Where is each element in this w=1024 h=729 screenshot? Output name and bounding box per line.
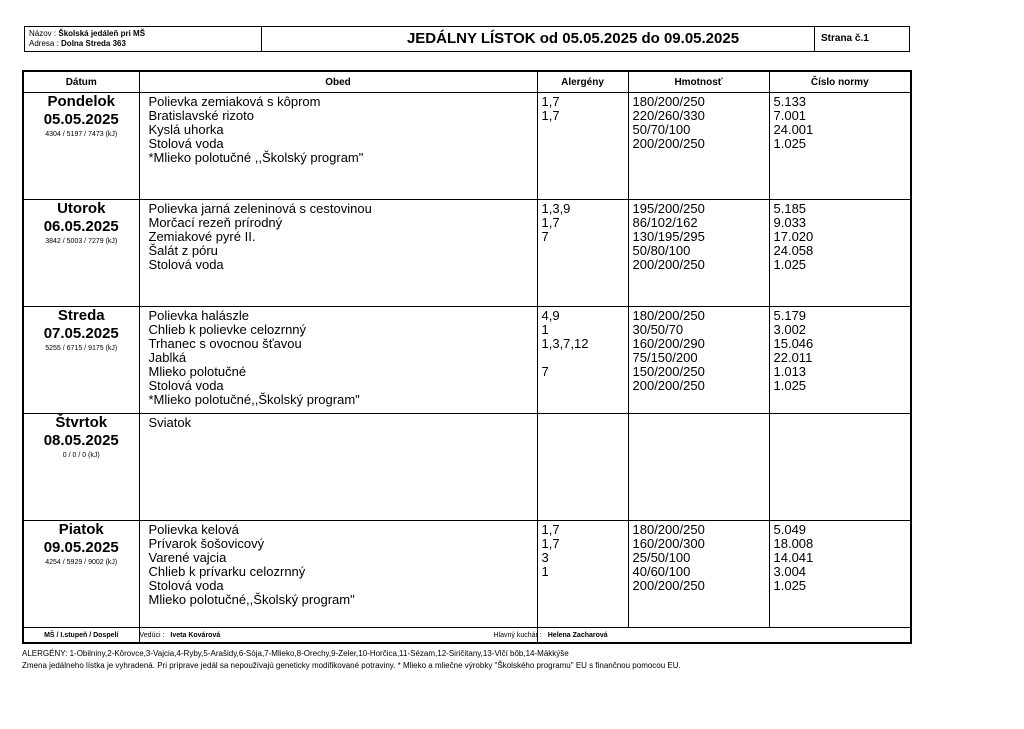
allergen-value: 1,7 xyxy=(541,522,560,537)
meal-item: Chlieb k polievke celozrnný xyxy=(148,322,307,337)
weight-value: 50/80/100 xyxy=(632,243,691,258)
chef-name: Helena Zacharová xyxy=(547,631,608,639)
menu-title: JEDÁLNY LÍSTOK od 05.05.2025 do 09.05.2025 xyxy=(262,27,815,51)
day-row xyxy=(23,200,911,307)
norm-list xyxy=(770,93,911,165)
day-date-cell xyxy=(23,200,139,307)
norm-list-cell xyxy=(769,93,911,200)
norm-value: 5.049 xyxy=(773,522,807,537)
allergen-list xyxy=(538,521,628,607)
allergen-value xyxy=(542,258,628,272)
day-kj: 4304 / 5197 / 7473 (kJ) xyxy=(45,131,118,138)
norm-value: 1.025 xyxy=(773,257,807,272)
norm-value: 1.025 xyxy=(773,578,807,593)
canteen-address-label: Adresa : xyxy=(29,39,59,48)
meal-list xyxy=(140,414,537,430)
canteen-name-line xyxy=(29,29,257,39)
norm-value xyxy=(774,151,911,165)
canteen-address-line xyxy=(29,39,257,49)
meal-item: *Mlieko polotučné ,,Školský program" xyxy=(148,150,364,165)
allergen-value xyxy=(542,151,628,165)
norm-value xyxy=(774,393,911,407)
allergen-list xyxy=(538,200,628,272)
norm-list xyxy=(770,200,911,272)
day-kj: 3842 / 5003 / 7279 (kJ) xyxy=(45,238,118,245)
weight-list xyxy=(629,521,769,607)
allergen-value xyxy=(542,244,628,258)
norm-value: 3.002 xyxy=(773,322,807,337)
day-name: Piatok xyxy=(58,521,104,538)
meal-list-cell xyxy=(139,307,537,414)
column-header-norm: Číslo normy xyxy=(769,71,911,93)
allergen-list-cell xyxy=(537,93,628,200)
meal-list xyxy=(140,200,537,272)
allergen-list xyxy=(538,93,628,165)
norm-value: 18.008 xyxy=(773,536,814,551)
weight-list-cell xyxy=(628,414,769,521)
weight-value: 50/70/100 xyxy=(632,122,691,137)
norm-list xyxy=(770,414,911,416)
notes xyxy=(22,648,681,672)
day-row xyxy=(23,93,911,200)
weight-value: 130/195/295 xyxy=(632,229,705,244)
norm-value: 1.025 xyxy=(773,136,807,151)
allergen-list-cell xyxy=(537,414,628,521)
norm-value: 7.001 xyxy=(773,108,807,123)
manager-cell xyxy=(139,628,537,644)
disclaimer: Zmena jedálneho lístka je vyhradená. Pri príprave jedál sa nepoužívajú geneticky modifikované potraviny. * Mlieko a mliečne výrobky "Školského programu" EU s finančnou pomocou EU. xyxy=(22,661,681,670)
weight-value xyxy=(633,593,769,607)
day-name: Štvrtok xyxy=(55,414,108,431)
norm-value: 24.058 xyxy=(773,243,814,258)
weight-list xyxy=(629,414,769,416)
weight-value xyxy=(633,393,769,407)
allergen-value: 1,3,9 xyxy=(541,201,571,216)
meal-item: Morčací rezeň prírodný xyxy=(148,215,283,230)
day-name: Pondelok xyxy=(47,93,115,110)
day-row xyxy=(23,307,911,414)
meal-item: Mlieko polotučné,,Školský program" xyxy=(148,592,355,607)
allergen-list xyxy=(538,307,628,407)
weight-value: 75/150/200 xyxy=(632,350,698,365)
day-date-cell xyxy=(23,414,139,521)
meal-item: Kyslá uhorka xyxy=(148,122,224,137)
weight-value: 86/102/162 xyxy=(632,215,698,230)
allergen-value: 1,7 xyxy=(541,94,560,109)
chef-cell xyxy=(493,628,911,644)
norm-value: 5.185 xyxy=(773,201,807,216)
portion-groups: MŠ / I.stupeň / Dospelí xyxy=(23,628,139,644)
allergen-legend: ALERGÉNY: 1-Obilniny,2-Kôrovce,3-Vajcia,4-Ryby,5-Arašidy,6-Sója,7-Mlieko,8-Orechy,9-Zeler,10-Horčica,11-Sézam,12-Siričitany,13-Vlčí bôb,14-Mäkkýše xyxy=(22,649,569,658)
day-date: 09.05.2025 xyxy=(43,539,119,556)
day-kj: 5255 / 6715 / 9175 (kJ) xyxy=(45,345,118,352)
column-header-weight: Hmotnosť xyxy=(628,71,769,93)
weight-list-cell xyxy=(628,521,769,628)
allergen-value xyxy=(542,393,628,407)
weight-value: 200/200/250 xyxy=(632,257,705,272)
weight-value: 40/60/100 xyxy=(632,564,691,579)
day-row xyxy=(23,521,911,628)
column-header-allergens: Alergény xyxy=(537,71,628,93)
menu-table-body xyxy=(23,93,911,644)
meal-item: Trhanec s ovocnou šťavou xyxy=(148,336,302,351)
allergen-value: 1,3,7,12 xyxy=(541,336,589,351)
allergen-value xyxy=(542,137,628,151)
norm-list xyxy=(770,307,911,407)
meal-item: Stolová voda xyxy=(148,378,224,393)
allergen-value: 1,7 xyxy=(541,108,560,123)
meal-list xyxy=(140,93,537,165)
meal-item: Zemiakové pyré II. xyxy=(148,229,256,244)
allergen-value: 1 xyxy=(541,322,549,337)
meal-item: Stolová voda xyxy=(148,257,224,272)
canteen-name: Školská jedáleň pri MŠ xyxy=(58,29,146,38)
meal-item: *Mlieko polotučné,,Školský program" xyxy=(148,392,360,407)
meal-item: Varené vajcia xyxy=(148,550,227,565)
norm-list-cell xyxy=(769,307,911,414)
day-kj: 4254 / 5929 / 9002 (kJ) xyxy=(45,559,118,566)
norm-list-cell xyxy=(769,200,911,307)
document-header xyxy=(24,26,910,52)
menu-table-header xyxy=(23,71,911,93)
day-date-cell xyxy=(23,521,139,628)
weight-list xyxy=(629,200,769,272)
day-date-cell xyxy=(23,93,139,200)
weight-value: 195/200/250 xyxy=(632,201,705,216)
meal-list-cell xyxy=(139,200,537,307)
page-number: Strana č.1 xyxy=(821,33,869,44)
weight-list-cell xyxy=(628,307,769,414)
weight-value: 150/200/250 xyxy=(632,364,705,379)
weight-value: 200/200/250 xyxy=(632,578,705,593)
meal-list-cell xyxy=(139,93,537,200)
norm-value: 14.041 xyxy=(773,550,814,565)
day-date: 06.05.2025 xyxy=(43,218,119,235)
column-header-meal: Obed xyxy=(139,71,537,93)
day-kj: 0 / 0 / 0 (kJ) xyxy=(62,452,100,459)
weight-list-cell xyxy=(628,200,769,307)
weight-value xyxy=(633,151,769,165)
weight-value: 220/260/330 xyxy=(632,108,705,123)
norm-value xyxy=(774,593,911,607)
weight-list-cell xyxy=(628,93,769,200)
norm-value: 1.025 xyxy=(773,378,807,393)
norm-list-cell xyxy=(769,414,911,521)
meal-list-cell xyxy=(139,521,537,628)
weight-value: 200/200/250 xyxy=(632,378,705,393)
allergen-value xyxy=(542,579,628,593)
footer-row xyxy=(23,628,911,644)
manager-name: Iveta Kovárová xyxy=(170,631,221,639)
allergen-list xyxy=(538,414,628,416)
canteen-address: Dolna Streda 363 xyxy=(61,39,126,48)
day-name: Streda xyxy=(57,307,105,324)
norm-value: 17.020 xyxy=(773,229,814,244)
manager-label: Vedúci : xyxy=(139,631,165,639)
canteen-name-label: Názov : xyxy=(29,29,57,38)
allergen-value xyxy=(542,123,628,137)
weight-value: 180/200/250 xyxy=(632,94,705,109)
allergen-value: 1,7 xyxy=(541,536,560,551)
meal-item: Polievka zemiaková s kôprom xyxy=(148,94,321,109)
allergen-value xyxy=(542,351,628,365)
day-date: 08.05.2025 xyxy=(43,432,119,449)
menu-table xyxy=(22,70,912,644)
allergen-value: 3 xyxy=(541,550,549,565)
meal-item: Sviatok xyxy=(148,415,192,430)
allergen-value xyxy=(542,593,628,607)
allergen-list-cell xyxy=(537,521,628,628)
weight-value: 25/50/100 xyxy=(632,550,691,565)
norm-value: 22.011 xyxy=(773,350,813,365)
norm-value: 5.179 xyxy=(773,308,807,323)
meal-item: Polievka jarná zeleninová s cestovinou xyxy=(148,201,372,216)
allergen-value: 7 xyxy=(541,364,549,379)
allergen-value: 1,7 xyxy=(541,215,560,230)
meal-list xyxy=(140,307,537,407)
meal-item: Prívarok šošovicový xyxy=(148,536,265,551)
chef-label: Hlavný kuchár : xyxy=(493,631,542,639)
day-date: 07.05.2025 xyxy=(43,325,119,342)
allergen-list-cell xyxy=(537,307,628,414)
norm-value: 1.013 xyxy=(773,364,807,379)
meal-item: Bratislavské rizoto xyxy=(148,108,254,123)
meal-list xyxy=(140,521,537,607)
weight-value: 180/200/250 xyxy=(632,308,705,323)
weight-list xyxy=(629,307,769,407)
meal-item: Chlieb k prívarku celozrnný xyxy=(148,564,306,579)
weight-value: 160/200/300 xyxy=(632,536,705,551)
meal-item: Polievka kelová xyxy=(148,522,239,537)
allergen-value xyxy=(542,379,628,393)
meal-item: Šalát z póru xyxy=(148,243,218,258)
norm-value: 5.133 xyxy=(773,94,807,109)
norm-value: 15.046 xyxy=(773,336,814,351)
norm-list-cell xyxy=(769,521,911,628)
norm-value: 9.033 xyxy=(773,215,807,230)
allergen-value: 1 xyxy=(541,564,549,579)
meal-list-cell xyxy=(139,414,537,521)
weight-value: 180/200/250 xyxy=(632,522,705,537)
meal-item: Polievka halászle xyxy=(148,308,249,323)
day-date-cell xyxy=(23,307,139,414)
weight-value: 200/200/250 xyxy=(632,136,705,151)
norm-value: 24.001 xyxy=(773,122,814,137)
meal-item: Jablká xyxy=(148,350,187,365)
norm-value: 3.004 xyxy=(773,564,807,579)
column-header-date: Dátum xyxy=(23,71,139,93)
allergen-value: 7 xyxy=(541,229,549,244)
meal-item: Mlieko polotučné xyxy=(148,364,247,379)
weight-list xyxy=(629,93,769,165)
weight-value: 30/50/70 xyxy=(632,322,684,337)
day-name: Utorok xyxy=(57,200,106,217)
weight-value: 160/200/290 xyxy=(632,336,705,351)
meal-item: Stolová voda xyxy=(148,578,224,593)
allergen-list-cell xyxy=(537,200,628,307)
meal-item: Stolová voda xyxy=(148,136,224,151)
norm-list xyxy=(770,521,911,607)
allergen-value: 4,9 xyxy=(541,308,560,323)
day-date: 05.05.2025 xyxy=(43,111,119,128)
day-row xyxy=(23,414,911,521)
canteen-info xyxy=(25,27,262,51)
